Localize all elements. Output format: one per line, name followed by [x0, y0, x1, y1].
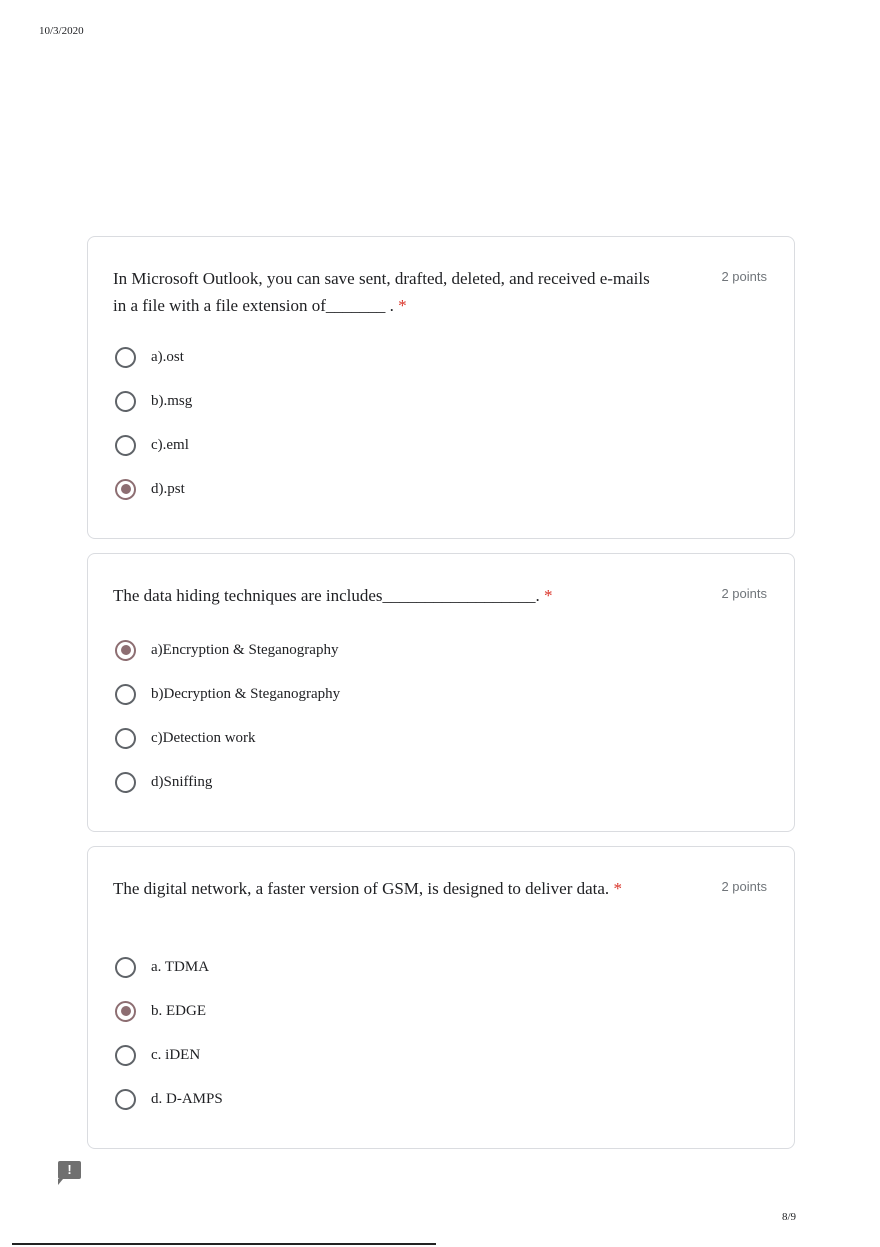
option-label: c. iDEN	[151, 1046, 201, 1063]
points-label: 2 points	[721, 586, 767, 601]
options-list	[115, 335, 192, 511]
option[interactable]	[115, 1077, 223, 1121]
radio-icon[interactable]	[115, 391, 136, 412]
option[interactable]	[115, 335, 192, 379]
points-label: 2 points	[721, 879, 767, 894]
option[interactable]	[115, 628, 340, 672]
points-label: 2 points	[721, 269, 767, 284]
footer-rule	[12, 1243, 436, 1245]
question-text: In Microsoft Outlook, you can save sent, drafted, deleted, and received e-mails in a file with a file extension of_______ . *	[113, 269, 650, 315]
option[interactable]	[115, 760, 340, 804]
option[interactable]	[115, 379, 192, 423]
option-label: c)Detection work	[151, 729, 256, 746]
radio-selected-icon[interactable]	[115, 640, 136, 661]
option-label: b).msg	[151, 392, 193, 409]
option-label: a. TDMA	[151, 958, 210, 975]
option-label: b. EDGE	[151, 1002, 206, 1019]
options-list	[115, 945, 223, 1121]
page-number: 8/9	[782, 1211, 797, 1223]
option-label: c).eml	[151, 436, 189, 453]
radio-icon[interactable]	[115, 772, 136, 793]
option-label: a)Encryption & Steganography	[151, 641, 339, 658]
feedback-icon[interactable]: !	[58, 1161, 81, 1179]
radio-icon[interactable]	[115, 684, 136, 705]
question-card	[87, 236, 795, 539]
option[interactable]	[115, 989, 223, 1033]
option-label: b)Decryption & Steganography	[151, 685, 341, 702]
print-date: 10/3/2020	[39, 25, 84, 37]
option-label: d)Sniffing	[151, 773, 213, 790]
option[interactable]	[115, 1033, 223, 1077]
required-asterisk: *	[544, 586, 553, 605]
radio-icon[interactable]	[115, 1045, 136, 1066]
question-text: The digital network, a faster version of GSM, is designed to deliver data. *	[113, 879, 622, 898]
option-label: a).ost	[151, 348, 184, 365]
options-list	[115, 628, 340, 804]
radio-icon[interactable]	[115, 435, 136, 456]
required-asterisk: *	[613, 879, 622, 898]
option-label: d. D-AMPS	[151, 1090, 223, 1107]
required-asterisk: *	[398, 296, 407, 315]
radio-icon[interactable]	[115, 728, 136, 749]
radio-icon[interactable]	[115, 1089, 136, 1110]
option[interactable]	[115, 672, 340, 716]
question-card	[87, 846, 795, 1149]
option-label: d).pst	[151, 480, 185, 497]
question-text: The data hiding techniques are includes__________________. *	[113, 586, 553, 605]
option[interactable]	[115, 716, 340, 760]
question-card	[87, 553, 795, 832]
radio-selected-icon[interactable]	[115, 1001, 136, 1022]
option[interactable]	[115, 945, 223, 989]
radio-icon[interactable]	[115, 347, 136, 368]
option[interactable]	[115, 467, 192, 511]
radio-selected-icon[interactable]	[115, 479, 136, 500]
option[interactable]	[115, 423, 192, 467]
radio-icon[interactable]	[115, 957, 136, 978]
